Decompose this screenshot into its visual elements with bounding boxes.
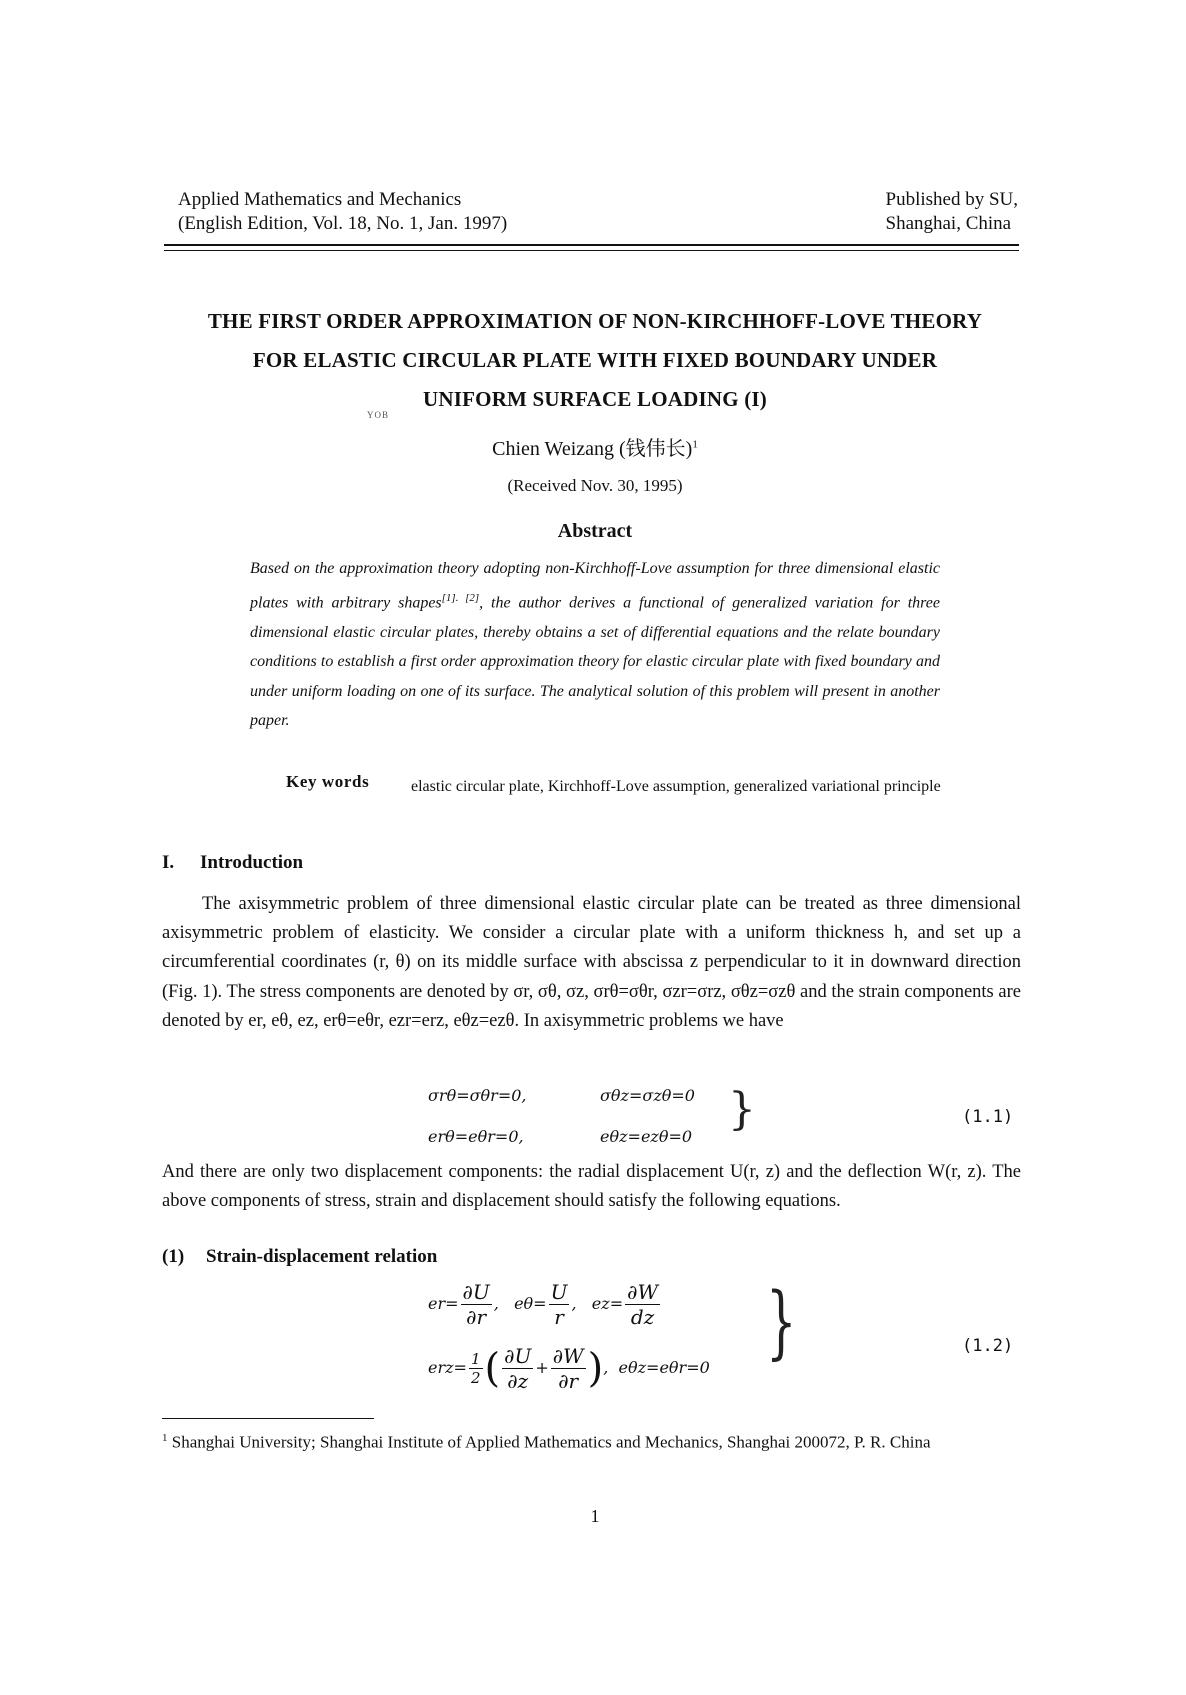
subsection-heading	[162, 1246, 437, 1268]
author-name: Chien Weizang (钱伟长)	[492, 438, 693, 460]
section-title: Introduction	[200, 852, 304, 873]
eq-1-2-erz-label: erz=	[428, 1358, 467, 1377]
abstract-heading: Abstract	[557, 520, 633, 542]
publisher-place: Shanghai, China	[885, 213, 1012, 234]
header-rule-thin	[164, 250, 1019, 251]
abstract-text-part2: , the author derives a functional of generalized variation for three dimensional elastic circular plates, thereby obtains a set of differential equations and the relate boundary conditions to establish a first order approximation theory for elastic circular plate with fixed boundary and under uniform loading on one of its surface. The analytical solution of this problem will present in another paper.	[250, 593, 941, 730]
section-number: I.	[162, 852, 175, 873]
eq-1-1-brace: }	[728, 1084, 756, 1135]
abstract-text-part1: Based on the approximation theory adopting non-Kirchhoff-Love assumption for three dimensional elastic plates with arbitrary shapes	[250, 560, 940, 611]
frac-numerator: ∂W	[627, 1280, 659, 1304]
eq-1-1-number: (1.1)	[962, 1107, 1014, 1127]
header-rule-thick	[164, 244, 1019, 246]
footnote-mark: 1	[162, 1432, 168, 1444]
eq-1-1-row2-right: eθz=ezθ=0	[600, 1127, 693, 1146]
eq-1-2-tail: eθz=eθr=0	[618, 1358, 710, 1377]
eq-1-2-half	[469, 1350, 483, 1387]
intro-paragraph-1: The axisymmetric problem of three dimensional elastic circular plate can be treated as three dimensional axisymmetric problem of elasticity. We consider a circular plate with a uniform thickness h, and set up a circumferential coordinates (r, θ) on its middle surface with abscissa z perpendicular to it in downward direction (Fig. 1). The stress components are denoted by σr, σθ, σz, σrθ=σθr, σzr=σrz, σθz=σzθ and the strain components are denoted by er, eθ, ez, erθ=eθr, ezr=erz, eθz=ezθ. In axisymmetric problems we have	[162, 894, 1021, 1031]
frac-denominator: 2	[470, 1369, 481, 1387]
eq-1-2-dw-dr	[551, 1344, 586, 1393]
frac-denominator: dz	[630, 1305, 655, 1329]
frac-numerator: U	[550, 1280, 568, 1304]
right-paren: )	[587, 1345, 604, 1392]
library-stamp: YOB	[367, 410, 390, 420]
eq-1-2-brace: }	[766, 1275, 797, 1368]
eq-1-2-row1: er= $\frac{\partial U}{\partial r}$ , eθ= $\frac{U}{r}$ , ez= $\frac{\partial W}{dz}$	[428, 1280, 659, 1329]
frac-numerator: ∂W	[552, 1344, 584, 1368]
eq-1-2-ez-label: ez=	[591, 1294, 624, 1313]
abstract-text	[250, 554, 940, 736]
frac-denominator: ∂r	[466, 1305, 487, 1329]
eq-1-2-du-dz	[502, 1344, 533, 1393]
eq-1-2-dw-dz	[625, 1280, 660, 1329]
author-line	[160, 432, 1030, 461]
keywords-text: elastic circular plate, Kirchhoff-Love assumption, generalized variational principle	[411, 778, 941, 795]
title-line-1: THE FIRST ORDER APPROXIMATION OF NON-KIRCHHOFF-LOVE THEORY	[207, 309, 983, 333]
page-number: 1	[590, 1506, 600, 1526]
eq-1-2-row2: erz= $\frac{1}{2}$ ( $\frac{\partial U}{\partial z}$ + $\frac{\partial W}{\partial r}$ ), eθz=eθr=0	[428, 1344, 710, 1393]
eq-1-1-row1-left: σrθ=σθr=0,	[428, 1086, 527, 1105]
subsection-number: (1)	[162, 1246, 185, 1267]
abstract-citations: [1]. [2]	[441, 591, 480, 604]
footnote-rule	[162, 1418, 374, 1419]
publisher-name: Published by SU,	[885, 189, 1018, 210]
frac-numerator: ∂U	[462, 1280, 490, 1304]
author-footnote-mark: 1	[692, 438, 698, 451]
eq-1-2-u-over-r	[549, 1280, 570, 1329]
subsection-title: Strain-displacement relation	[206, 1246, 438, 1267]
eq-1-1-row2-left: erθ=eθr=0,	[428, 1127, 524, 1146]
footnote	[162, 1424, 1022, 1457]
eq-1-2-du-dr	[461, 1280, 492, 1329]
eq-1-2-number: (1.2)	[962, 1336, 1014, 1356]
journal-edition: (English Edition, Vol. 18, No. 1, Jan. 1997)	[178, 213, 508, 234]
frac-denominator: r	[554, 1305, 564, 1329]
frac-denominator: ∂z	[507, 1369, 529, 1393]
title-line-2: FOR ELASTIC CIRCULAR PLATE WITH FIXED BOUNDARY UNDER	[252, 348, 938, 372]
intro-paragraph-2: And there are only two displacement components: the radial displacement U(r, z) and the deflection W(r, z). The above components of stress, strain and displacement should satisfy the following equations.	[162, 1162, 1021, 1212]
title-line-3: UNIFORM SURFACE LOADING (I)	[423, 387, 767, 411]
keywords-label: Key words	[286, 772, 370, 791]
publisher-header	[886, 188, 1019, 236]
frac-denominator: ∂r	[558, 1369, 579, 1393]
frac-numerator: ∂U	[504, 1344, 532, 1368]
frac-numerator: 1	[470, 1350, 481, 1368]
journal-header	[178, 188, 507, 236]
section-heading	[162, 852, 303, 874]
plus-sign: +	[535, 1358, 549, 1377]
eq-1-2-etheta-label: eθ=	[514, 1294, 547, 1313]
journal-name: Applied Mathematics and Mechanics	[178, 189, 462, 210]
left-paren: (	[484, 1345, 501, 1392]
received-date: (Received Nov. 30, 1995)	[507, 476, 683, 495]
eq-1-1-row1-right: σθz=σzθ=0	[600, 1086, 695, 1105]
eq-1-2-er-label: er=	[428, 1294, 459, 1313]
paper-title	[160, 302, 1030, 419]
footnote-text: Shanghai University; Shanghai Institute of Applied Mathematics and Mechanics, Shanghai 200072, P. R. China	[171, 1432, 931, 1452]
